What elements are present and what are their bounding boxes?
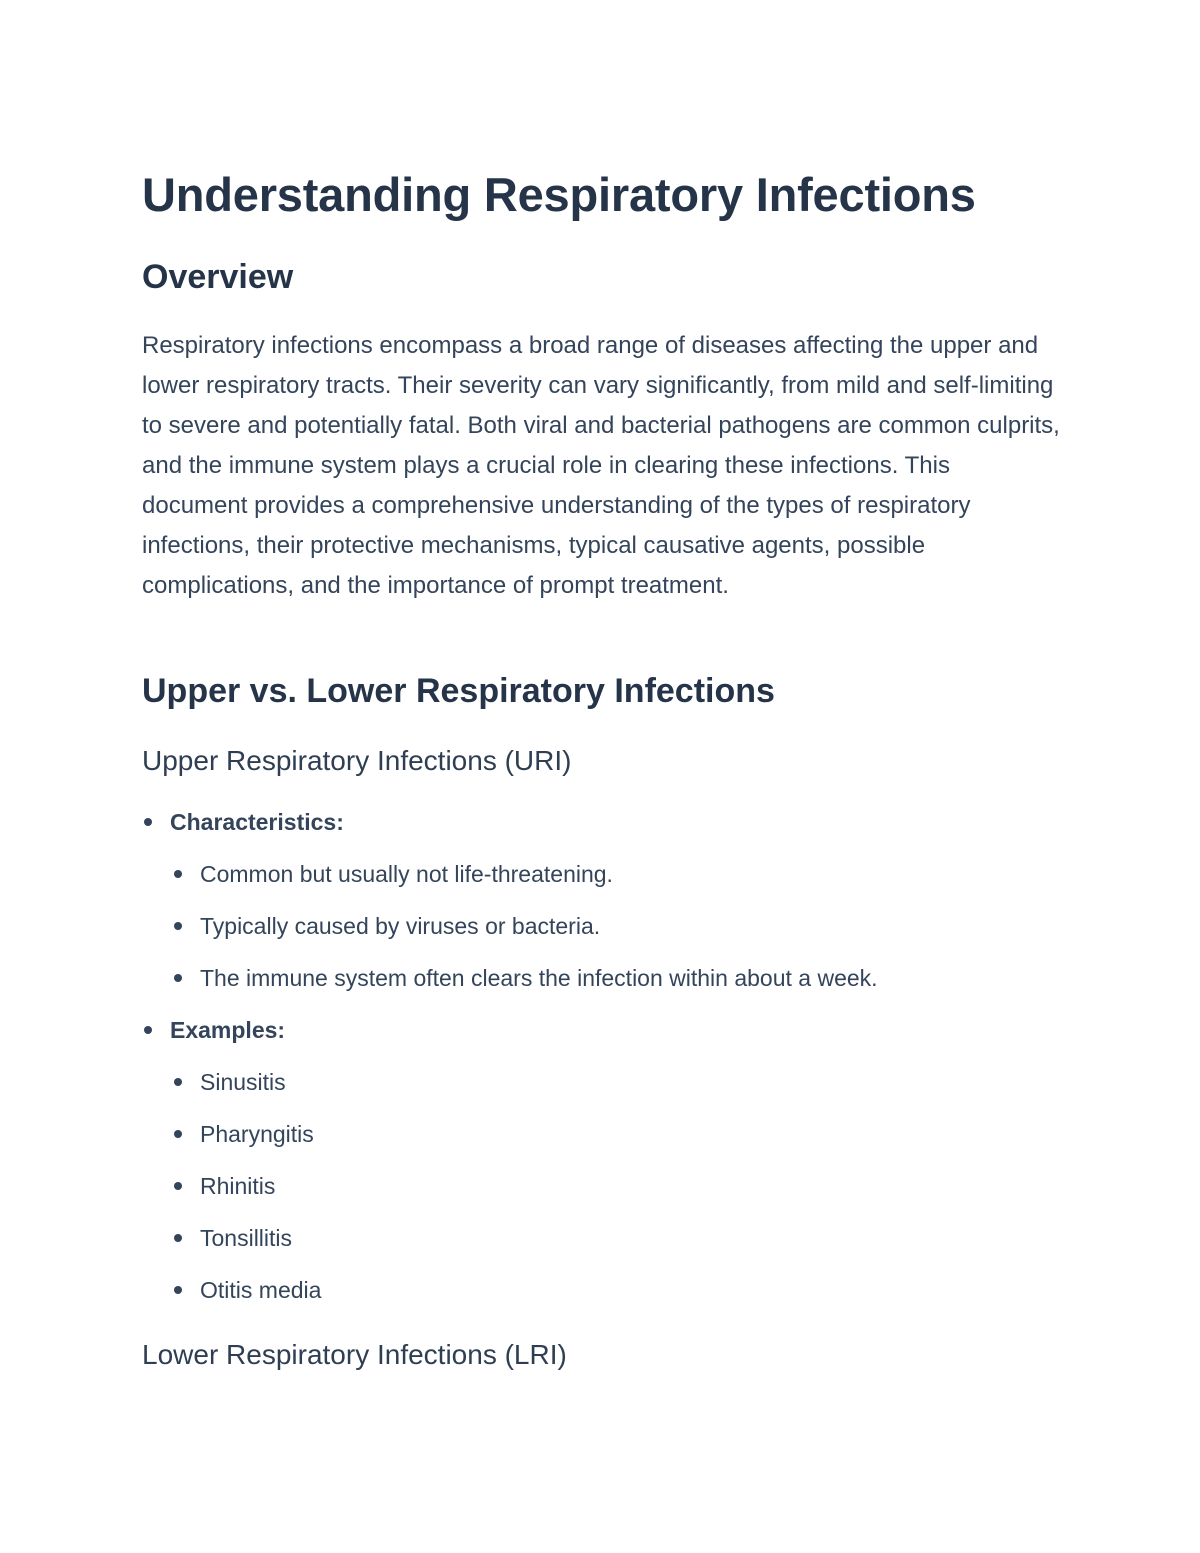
- list-item: [142, 1060, 1062, 1104]
- list-item: [142, 956, 1062, 1000]
- bullet-icon: [174, 1234, 182, 1242]
- list-item: [142, 1112, 1062, 1156]
- bullet-icon: [174, 922, 182, 930]
- overview-paragraph: Respiratory infections encompass a broad range of diseases affecting the upper and lower respiratory tracts. Their severity can vary significantly, from mild and self-limiting to severe and potentially fatal. Both viral and bacterial pathogens are common culprits, and the immune system plays a crucial role in clearing these infections. This document provides a comprehensive understanding of the types of respiratory infections, their protective mechanisms, typical causative agents, possible complications, and the importance of prompt treatment.: [142, 332, 1060, 599]
- bullet-icon: [174, 1130, 182, 1138]
- list-item: [142, 1268, 1062, 1312]
- bullet-icon: [174, 974, 182, 982]
- bullet-icon: [144, 1026, 152, 1034]
- bullet-icon: [174, 1182, 182, 1190]
- list-item-examples: [142, 1008, 1062, 1052]
- bullet-icon: [174, 1286, 182, 1294]
- overview-heading: Overview: [142, 258, 294, 296]
- bullet-icon: [174, 1078, 182, 1086]
- list-item: [142, 852, 1062, 896]
- uri-list: [142, 800, 1062, 1320]
- example-text: Rhinitis: [200, 1173, 276, 1199]
- characteristic-text: The immune system often clears the infection within about a week.: [200, 965, 878, 991]
- document-title: Understanding Respiratory Infections: [142, 168, 976, 221]
- examples-label: Examples:: [170, 1017, 286, 1043]
- uri-heading: Upper Respiratory Infections (URI): [142, 745, 572, 776]
- characteristics-label: Characteristics:: [170, 809, 344, 835]
- lri-heading: Lower Respiratory Infections (LRI): [142, 1339, 567, 1370]
- characteristic-text: Typically caused by viruses or bacteria.: [200, 913, 601, 939]
- list-item: [142, 904, 1062, 948]
- characteristic-text: Common but usually not life-threatening.: [200, 861, 613, 887]
- example-text: Sinusitis: [200, 1069, 286, 1095]
- example-text: Pharyngitis: [200, 1121, 314, 1147]
- list-item: [142, 1164, 1062, 1208]
- bullet-icon: [174, 870, 182, 878]
- list-item-characteristics: [142, 800, 1062, 844]
- upper-vs-lower-heading: Upper vs. Lower Respiratory Infections: [142, 672, 775, 710]
- list-item: [142, 1216, 1062, 1260]
- example-text: Tonsillitis: [200, 1225, 293, 1251]
- bullet-icon: [144, 818, 152, 826]
- example-text: Otitis media: [200, 1277, 322, 1303]
